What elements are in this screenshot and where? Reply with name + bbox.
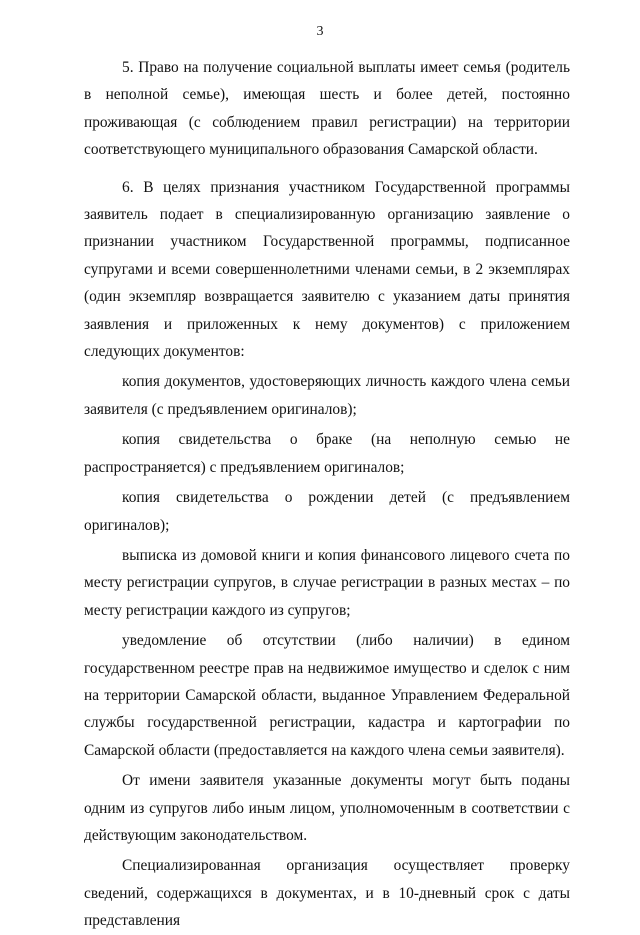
list-item-marriage-certificate: копия свидетельства о браке (на неполную семью не распространяется) с предъявлением оригиналов; <box>84 431 570 476</box>
paragraph-verification: Специализированная организация осуществляет проверку сведений, содержащихся в документах, и в 10-дневный срок с даты представления <box>84 857 570 930</box>
paragraph-5-social-payment-right: 5. Право на получение социальной выплаты имеет семья (родитель в неполной семье), имеющая шесть и более детей, постоянно проживающая (с соблюдением правил регистрации) на территории соответствующего муниципального образования Самарской области. <box>84 59 570 159</box>
paragraph-representative-submission: От имени заявителя указанные документы могут быть поданы одним из супругов либо иным лицом, уполномоченным в соответствии с действующим законодательством. <box>84 772 570 844</box>
list-item-identity-documents: копия документов, удостоверяющих личность каждого члена семьи заявителя (с предъявлением оригиналов); <box>84 373 570 418</box>
list-item-birth-certificates: копия свидетельства о рождении детей (с предъявлением оригиналов); <box>84 489 570 534</box>
page-number: 3 <box>316 24 324 39</box>
document-body <box>84 54 570 935</box>
list-item-property-register-notice: уведомление об отсутствии (либо наличии) в едином государственном реестре прав на недвижимое имущество и сделок с ним на территории Самарской области, выданное Управлением Федеральной службы государственной регистрации, кадастра и картографии по Самарской области (предоставляется на каждого члена семьи заявителя). <box>84 632 570 759</box>
list-item-house-book-extract: выписка из домовой книги и копия финансового лицевого счета по месту регистрации супругов, в случае регистрации в разных местах – по месту регистрации каждого из супругов; <box>84 546 570 619</box>
paragraph-6-application-procedure: 6. В целях признания участником Государственной программы заявитель подает в специализированную организацию заявление о признании участником Государственной программы, подписанное супругами и всеми совершеннолетними членами семьи, в 2 экземплярах (один экземпляр возвращается заявителю с указанием даты принятия заявления и приложенных к нему документов) с приложением следующих документов: <box>84 178 570 361</box>
